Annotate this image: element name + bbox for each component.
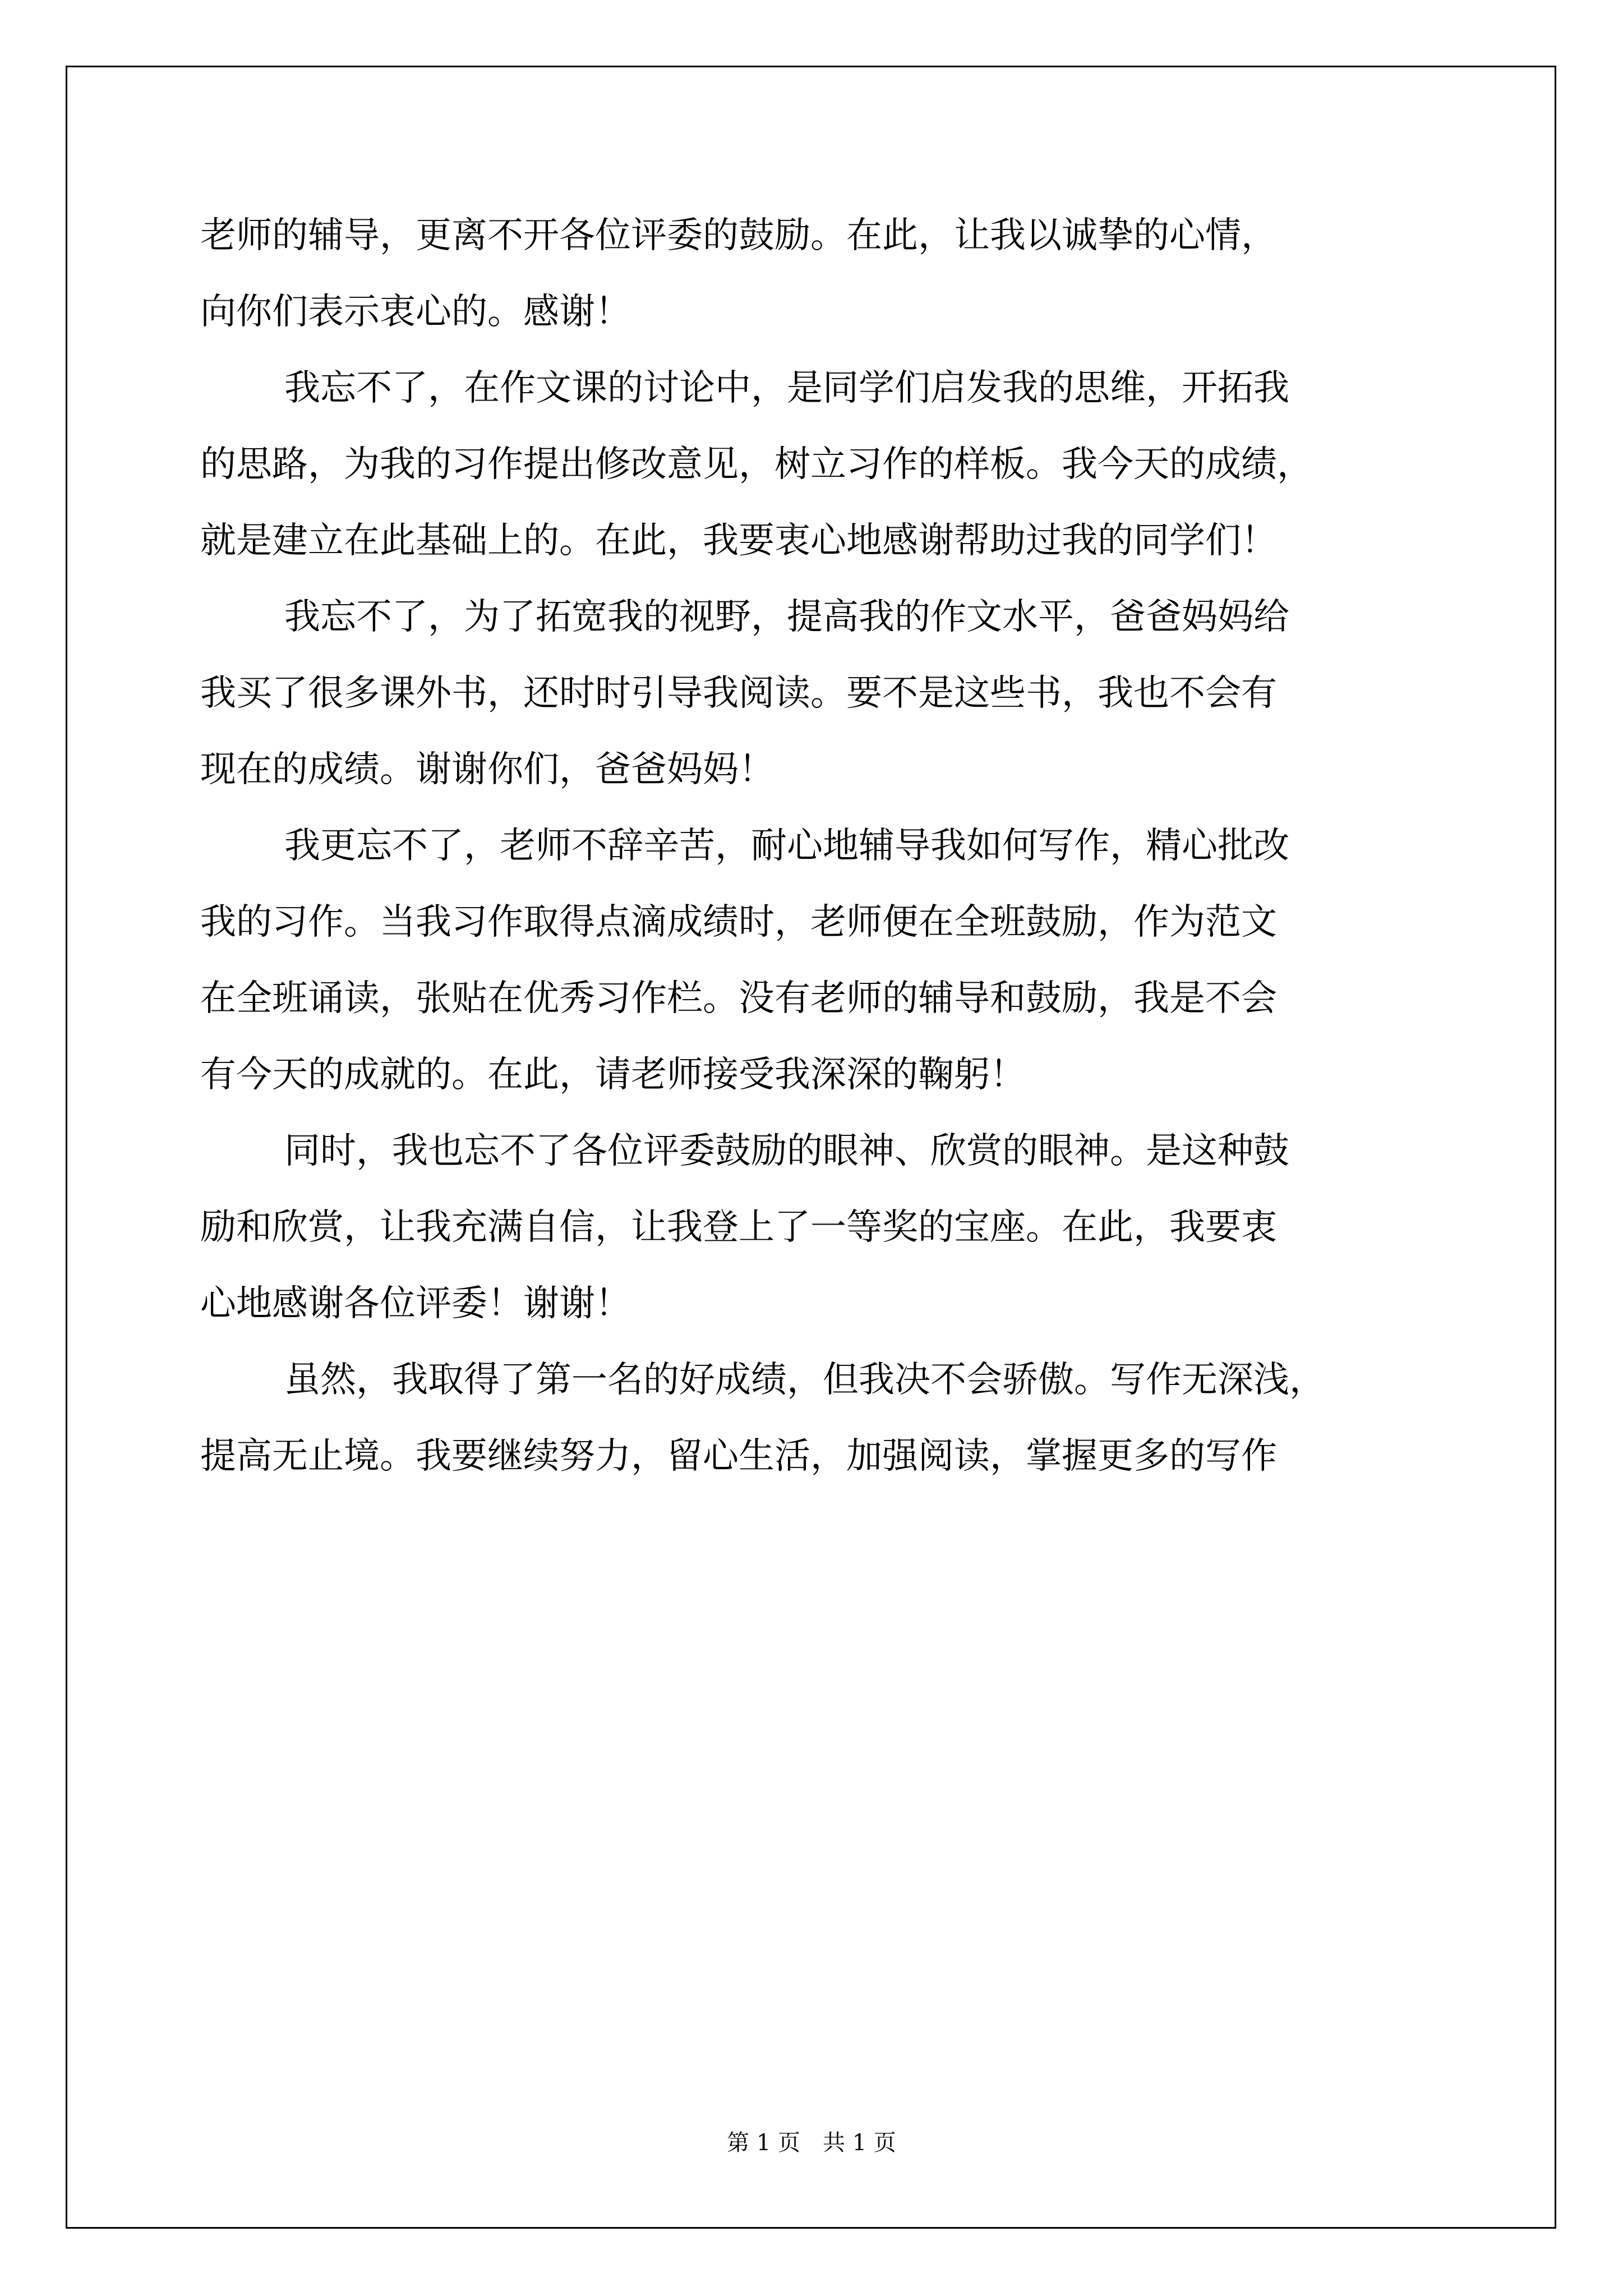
text-line: 我更忘不了，老师不辞辛苦，耐心地辅导我如何写作，精心批改 [284, 825, 1289, 867]
text-line: 虽然，我取得了第一名的好成绩，但我决不会骄傲。写作无深浅， [284, 1359, 1325, 1401]
page-number: 第 1 页 [727, 2130, 800, 2156]
text-line: 我买了很多课外书，还时时引导我阅读。要不是这些书，我也不会有 [200, 673, 1277, 714]
text-line: 的思路，为我的习作提出修改意见，树立习作的样板。我今天的成绩， [200, 444, 1313, 485]
text-line: 现在的成绩。谢谢你们，爸爸妈妈！ [200, 749, 774, 790]
document-body [200, 197, 1434, 1494]
text-line: 向你们表示衷心的。感谢！ [200, 291, 631, 333]
page-total: 共 1 页 [823, 2130, 896, 2156]
text-line: 有今天的成就的。在此，请老师接受我深深的鞠躬！ [200, 1054, 1026, 1096]
text-line: 我的习作。当我习作取得点滴成绩时，老师便在全班鼓励，作为范文 [200, 901, 1277, 943]
page-footer [0, 2126, 1623, 2160]
text-line: 励和欣赏，让我充满自信，让我登上了一等奖的宝座。在此，我要衷 [200, 1207, 1277, 1248]
text-line: 就是建立在此基础上的。在此，我要衷心地感谢帮助过我的同学们！ [200, 520, 1277, 562]
text-line: 在全班诵读，张贴在优秀习作栏。没有老师的辅导和鼓励，我是不会 [200, 978, 1277, 1019]
text-line: 提高无止境。我要继续努力，留心生活，加强阅读，掌握更多的写作 [200, 1435, 1277, 1477]
text-line: 我忘不了，在作文课的讨论中，是同学们启发我的思维，开拓我 [284, 367, 1289, 409]
text-line: 同时，我也忘不了各位评委鼓励的眼神、欣赏的眼神。是这种鼓 [284, 1130, 1289, 1172]
text-line: 心地感谢各位评委！谢谢！ [200, 1283, 631, 1324]
text-line: 我忘不了，为了拓宽我的视野，提高我的作文水平，爸爸妈妈给 [284, 596, 1289, 638]
text-line: 老师的辅导，更离不开各位评委的鼓励。在此，让我以诚挚的心情， [200, 215, 1277, 256]
